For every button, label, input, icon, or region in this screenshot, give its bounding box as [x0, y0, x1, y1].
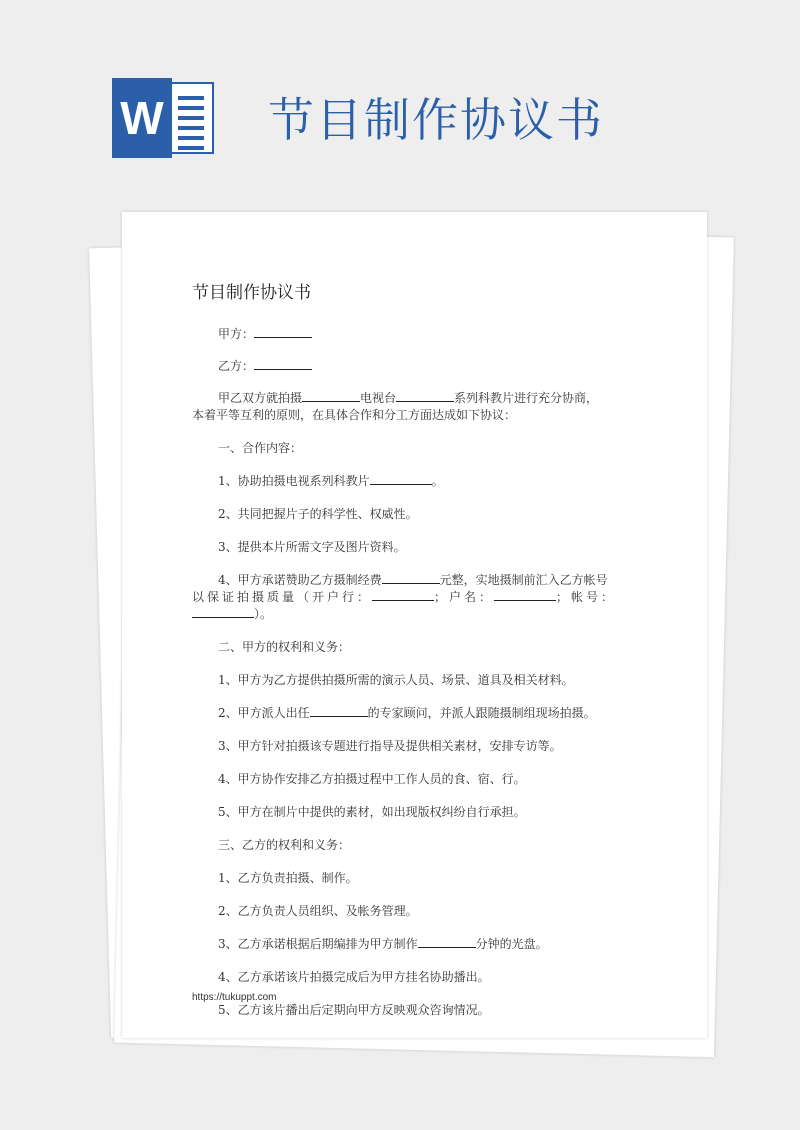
section-2-item-5: 5、甲方在制片中提供的素材，如出现版权纠纷自行承担。 [218, 805, 526, 819]
section-2-item-4: 4、甲方协作安排乙方拍摄过程中工作人员的食、宿、行。 [218, 772, 526, 786]
section-1-heading: 一、合作内容： [218, 441, 303, 455]
document-title: 节目制作协议书 [192, 283, 311, 303]
intro-line-1: 甲乙双方就拍摄 电视台 系列科教片进行充分协商， [218, 391, 599, 405]
consultant-blank [310, 705, 368, 717]
document-page [122, 212, 707, 1038]
party-b-line [192, 358, 646, 375]
section-1-item-4-line-3: ）。 [192, 606, 646, 623]
section-1-item-1: 1、协助拍摄电视系列科教片 。 [218, 474, 444, 488]
section-1-item-4-line-1: 4、甲方承诺赞助乙方摄制经费 元整，实地摄制前汇入乙方帐号 [218, 573, 608, 587]
party-b-blank [254, 358, 312, 370]
section-2-item-3: 3、甲方针对拍摄该专题进行指导及提供相关素材，安排专访等。 [218, 739, 562, 753]
section-2-item-1: 1、甲方为乙方提供拍摄所需的演示人员、场景、道具及相关材料。 [218, 673, 574, 687]
series-title-blank [370, 473, 432, 485]
funding-amount-blank [382, 572, 440, 584]
party-a-blank [254, 326, 312, 338]
intro-blank-1 [302, 390, 360, 402]
document-body [192, 272, 646, 1035]
section-2-item-2: 2、甲方派人出任 的专家顾问，并派人跟随摄制组现场拍摄。 [218, 706, 596, 720]
word-logo-letter: W [112, 78, 172, 158]
section-3-item-4: 4、乙方承诺该片拍摄完成后为甲方挂名协助播出。 [218, 970, 490, 984]
section-3-item-3: 3、乙方承诺根据后期编排为甲方制作 分钟的光盘。 [218, 937, 548, 951]
section-1-item-2: 2、共同把握片子的科学性、权威性。 [218, 507, 418, 521]
section-2-heading: 二、甲方的权利和义务： [218, 640, 351, 654]
footer-url: https://tukuppt.com [192, 992, 277, 1003]
bank-blank [372, 589, 434, 601]
section-1-item-4-line-2: 以保证拍摄质量（开户行： ；户名： ；帐号： [192, 590, 617, 604]
section-3-item-1: 1、乙方负责拍摄、制作。 [218, 871, 358, 885]
party-a-label: 甲方： [218, 327, 255, 341]
party-a-line [192, 326, 646, 343]
word-logo-icon [112, 78, 214, 158]
section-3-item-5: 5、乙方该片播出后定期向甲方反映观众咨询情况。 [218, 1003, 490, 1017]
account-number-blank [192, 606, 254, 618]
intro-blank-2 [396, 390, 454, 402]
duration-blank [418, 936, 476, 948]
account-name-blank [494, 589, 556, 601]
section-1-item-3: 3、提供本片所需文字及图片资料。 [218, 540, 406, 554]
intro-line-2: 本着平等互利的原则，在具体合作和分工方面达成如下协议： [192, 408, 517, 422]
party-b-label: 乙方： [218, 359, 255, 373]
section-3-item-2: 2、乙方负责人员组织、及帐务管理。 [218, 904, 418, 918]
page-heading: 节目制作协议书 [268, 93, 604, 147]
section-3-heading: 三、乙方的权利和义务： [218, 838, 351, 852]
page-header [0, 0, 800, 200]
